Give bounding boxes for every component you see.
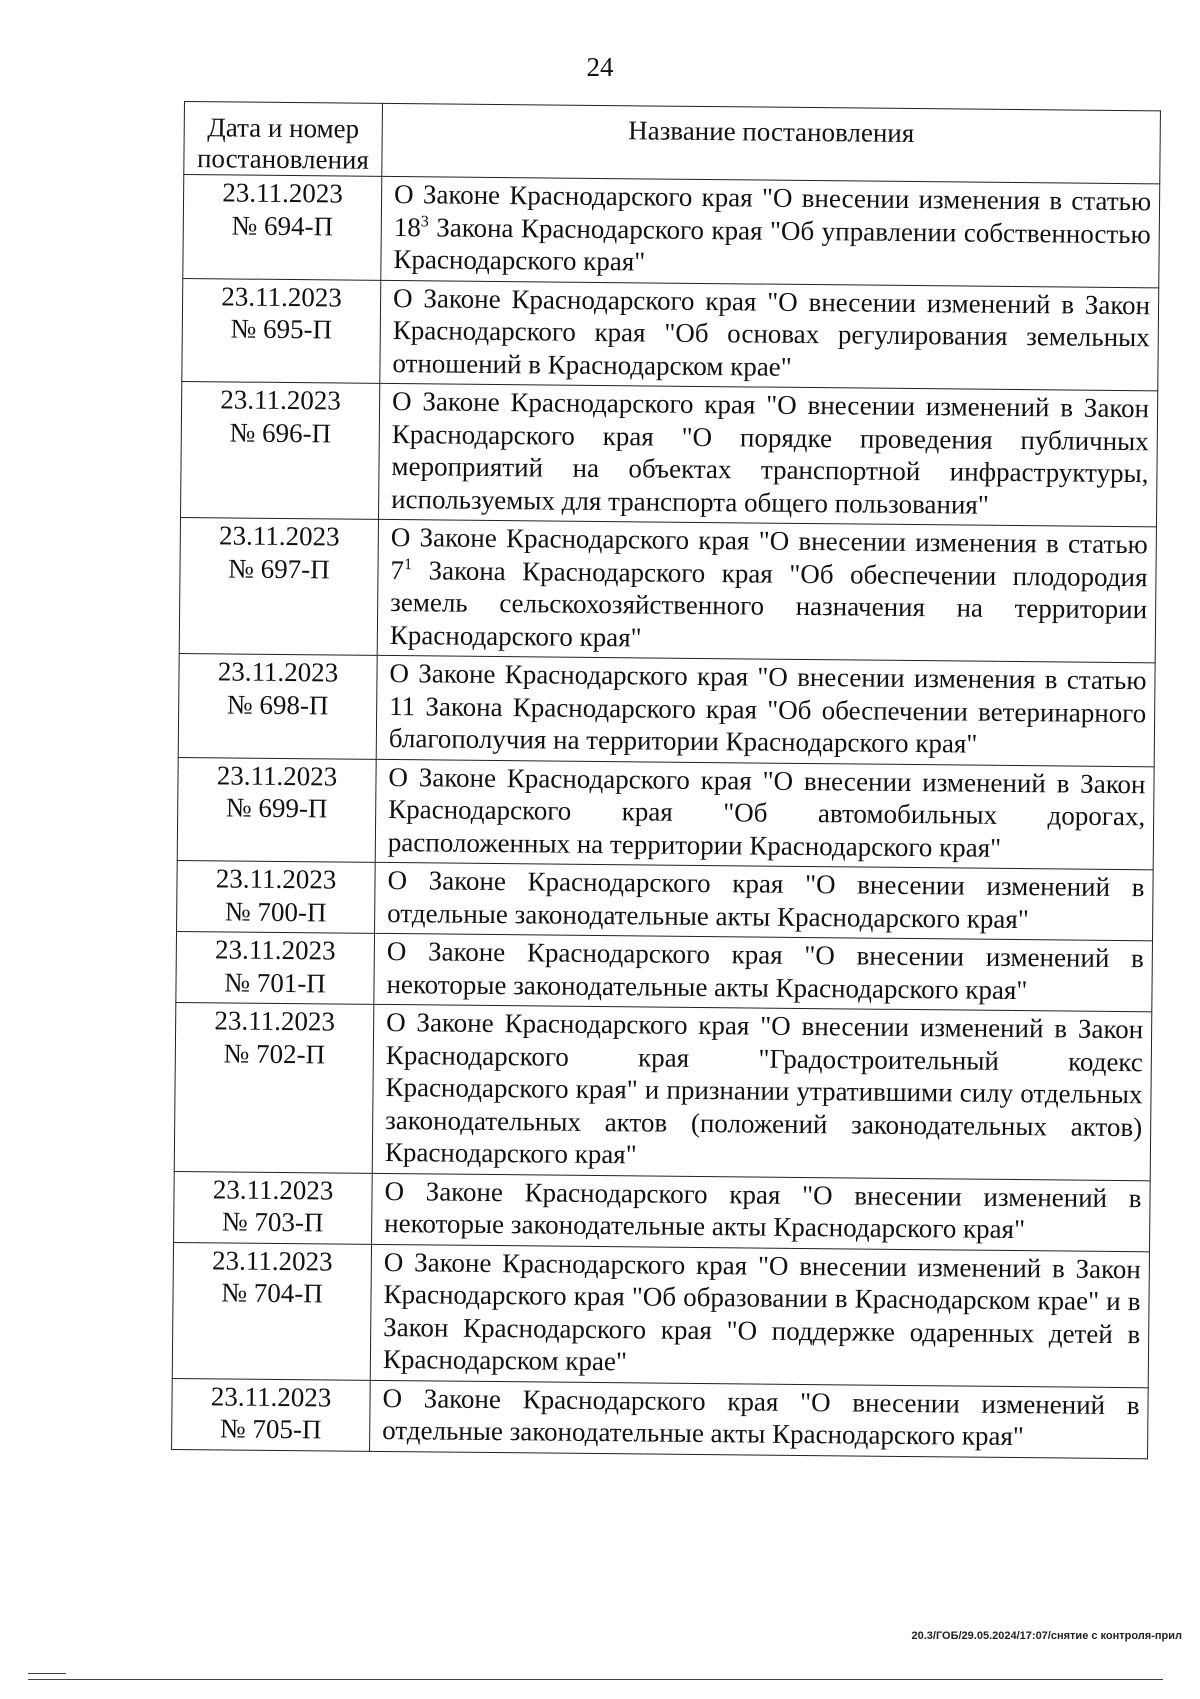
resolution-title: О Законе Краснодарского края "О внесении изменения в статью 11 Закона Краснодарского края "Об обеспечении ветеринарного благополучия на территории Краснодарского края" [376,655,1155,766]
resolution-date: 23.11.2023 [220,384,342,416]
resolution-title-part: О Законе Краснодарского края "О внесении изменения в статью 18 [393,179,1152,242]
footer-divider [28,1679,1163,1680]
date-number-cell [174,1002,374,1172]
date-number-cell [178,653,377,758]
table-row [176,931,1153,1011]
date-number-cell [172,1242,371,1380]
date-number-cell [177,757,376,862]
resolution-date: 23.11.2023 [217,656,339,688]
resolution-number: № 694-П [231,209,334,241]
date-number-cell [174,1171,373,1244]
date-number-cell [176,931,375,1004]
resolution-date: 23.11.2023 [214,934,336,966]
resolution-date: 23.11.2023 [214,1005,336,1037]
resolution-title: О Законе Краснодарского края "О внесении изменений в Закон Краснодарского края "О порядке проведения публичных мероприятий на объектах транспортной инфраструктуры, используемых для транспорта общего пользования" [378,383,1157,526]
table-row [183,175,1160,288]
footer-registry-note: 20.3/ГОБ/29.05.2024/17:07/снятие с контроля-прил [911,1630,1182,1642]
header-resolution-name: Название постановления [382,103,1161,183]
table-row [181,381,1158,526]
resolution-title: О Законе Краснодарского края "О внесении изменений в некоторые законодательные акты Краснодарского края" [372,1173,1151,1251]
table-row [179,517,1156,662]
page-number: 24 [586,52,614,82]
resolution-date: 23.11.2023 [212,1173,334,1205]
superscript: 3 [420,212,429,230]
table-row [182,278,1159,391]
table-header-row [184,102,1161,184]
table-row [174,1002,1152,1180]
table-row [178,653,1155,766]
date-number-cell [172,1378,371,1451]
header-date-number: Дата и номер постановления [184,102,383,177]
resolution-title-cell [377,519,1156,662]
resolution-number: № 703-П [221,1206,324,1238]
date-number-cell [177,860,376,933]
resolution-title: О Законе Краснодарского края "О внесении изменений в отдельные законодательные акты Краснодарского края" [370,1380,1149,1458]
resolution-number: № 696-П [229,416,332,448]
resolution-number: № 697-П [228,552,330,584]
date-number-cell [182,278,381,383]
resolution-number: № 699-П [225,792,328,824]
resolution-number: № 702-П [223,1037,326,1069]
resolution-number: № 700-П [224,895,327,927]
table-row [172,1378,1149,1458]
resolution-date: 23.11.2023 [211,1244,333,1276]
resolution-date: 23.11.2023 [221,280,343,313]
resolution-title: О Законе Краснодарского края "О внесении изменений в Закон Краснодарского края "Об образовании в Краснодарском крае" и в Закон Краснодарского края "О поддержке одаренных детей в Краснодарском крае" [370,1244,1149,1387]
table-row [177,860,1154,940]
resolution-number: № 705-П [219,1413,322,1445]
footer-divider-short [28,1673,66,1674]
table-row [177,757,1154,870]
resolution-date: 23.11.2023 [216,759,338,792]
resolution-title: О Законе Краснодарского края "О внесении изменений в Закон Краснодарского края "Об основах регулирования земельных отношений в Краснодарском крае" [380,280,1159,391]
superscript: 1 [403,555,413,573]
date-number-cell [179,517,378,655]
table-row [172,1242,1149,1387]
resolution-title: О Законе Краснодарского края "О внесении изменений в отдельные законодательные акты Краснодарского края" [375,862,1154,940]
resolution-number: № 701-П [224,966,326,998]
resolution-title-part: Закона Краснодарского края "Об обеспечении плодородия земель сельскохозяйственного назначения на территории Краснодарского края" [389,554,1148,652]
table-row [174,1171,1151,1251]
resolution-title: О Законе Краснодарского края "О внесении изменений в Закон Краснодарского края "Об автомобильных дорогах, расположенных на территории Краснодарского края" [375,759,1154,870]
resolution-title: О Законе Краснодарского края "О внесении изменений в Закон Краснодарского края "Градостроительный кодекс Краснодарского края" и признании утратившими силу отдельных законодательных актов (положений законодательных актов) Краснодарского края" [372,1004,1152,1180]
resolution-number: № 704-П [221,1277,323,1309]
resolution-date: 23.11.2023 [222,177,344,209]
resolutions-table-wrapper [171,101,1160,1459]
resolution-number: № 698-П [226,688,329,720]
resolutions-table [171,101,1161,1459]
resolution-date: 23.11.2023 [218,520,340,552]
resolution-date: 23.11.2023 [215,863,337,895]
date-number-cell [183,175,382,280]
resolution-title-part: О Законе Краснодарского края "О внесении изменения в статью 7 [390,522,1148,585]
date-number-cell [181,381,380,519]
resolution-title-cell [381,176,1160,287]
resolution-title: О Законе Краснодарского края "О внесении изменений в некоторые законодательные акты Краснодарского края" [374,933,1153,1011]
resolution-title-part: Закона Краснодарского края "Об управлении собственностью Краснодарского края" [393,211,1151,277]
resolution-date: 23.11.2023 [210,1380,332,1412]
resolution-number: № 695-П [230,313,333,345]
